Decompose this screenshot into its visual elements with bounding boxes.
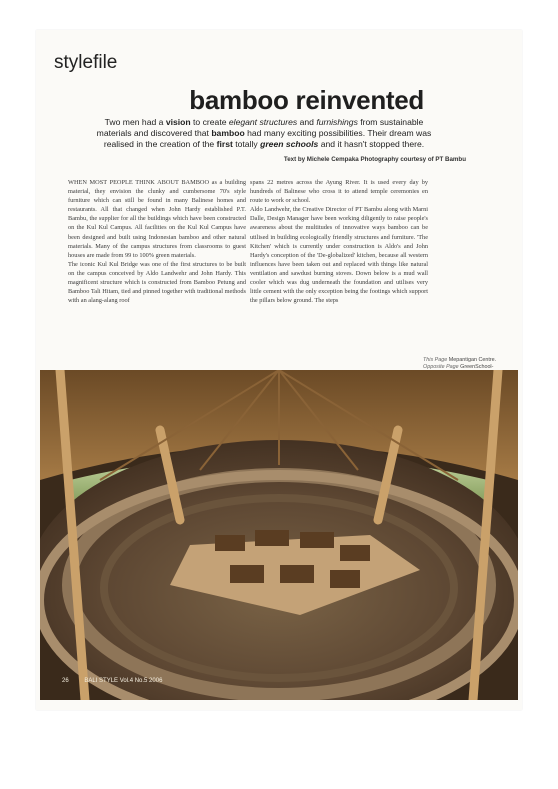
article-credit: Text by Michele Cempaka Photography courtesy of PT Bambu xyxy=(283,156,466,163)
article-title: bamboo reinvented xyxy=(189,85,424,115)
paragraph: Aldo Landwehr, the Creative Director of PT Bambu along with Marni Dalle, Design Manager have been working diligently to raise people's awareness about the multitudes of innovative ways bamboo can be utilised in building ecologically friendly structures and furniture. 'The Kitchen' which is currently under construction is Aldo's and John Hardy's conception of the 'De-globalized' kitchen, because all western influences have been taken out and replaced with things like natural ventilation and sawdust burning stoves. Down below is a mud wall cooler which was dug underneath the foundation and utilises very little cement with the only exception being the footings which support the pillars below ground. The steps xyxy=(250,206,428,305)
article-intro: Two men had a vision to create elegant structures and furnishings from sustainable materials and discovered that bamboo had many exciting possibilities. Their dream was realised in the creation of the first totally green schools and it hasn't stopped there. xyxy=(96,117,432,149)
section-label: stylefile xyxy=(54,52,118,73)
photo-caption: This Page Mepantigan Centre. Opposite Page GreenSchool- xyxy=(423,357,497,370)
paragraph: The iconic Kul Kul Bridge was one of the first structures to be built on the campus conceived by Aldo Landwehr and John Hardy. This magnificent structure which is constructed from Bamboo Petung and Bamboo Tali Hitam, tied and pinned together with traditional methods with an alang-alang roof xyxy=(68,260,246,305)
magazine-page xyxy=(36,30,522,710)
magazine-issue: BALI STYLE Vol.4 No.5 2006 xyxy=(84,678,163,684)
photo-illustration xyxy=(40,370,518,700)
page-number: 26 xyxy=(62,678,69,684)
bamboo-pavilion-photo xyxy=(40,370,518,700)
paragraph: WHEN MOST PEOPLE THINK ABOUT BAMBOO as a building material, they envision the clunky and cumbersome 70's style furniture which can still be found in many Balinese homes and restaurants. All that changed when John Hardy established P.T. Bambu, the supplier for all the buildings which have been constructed on the Kul Kul Campus. All facilities on the Kul Kul Campus have been designed and built using Indonesian bamboo and other natural materials. Many of the campus structures from classrooms to guest houses are made from 99 to 100% green materials. xyxy=(68,179,246,259)
body-column-2 xyxy=(250,178,428,305)
paragraph: spans 22 metres across the Ayung River. It is used every day by hundreds of Balinese who cross it to attend temple ceremonies en route to work or school. xyxy=(250,179,428,205)
page-footer xyxy=(62,678,176,684)
body-column-1 xyxy=(68,178,246,305)
